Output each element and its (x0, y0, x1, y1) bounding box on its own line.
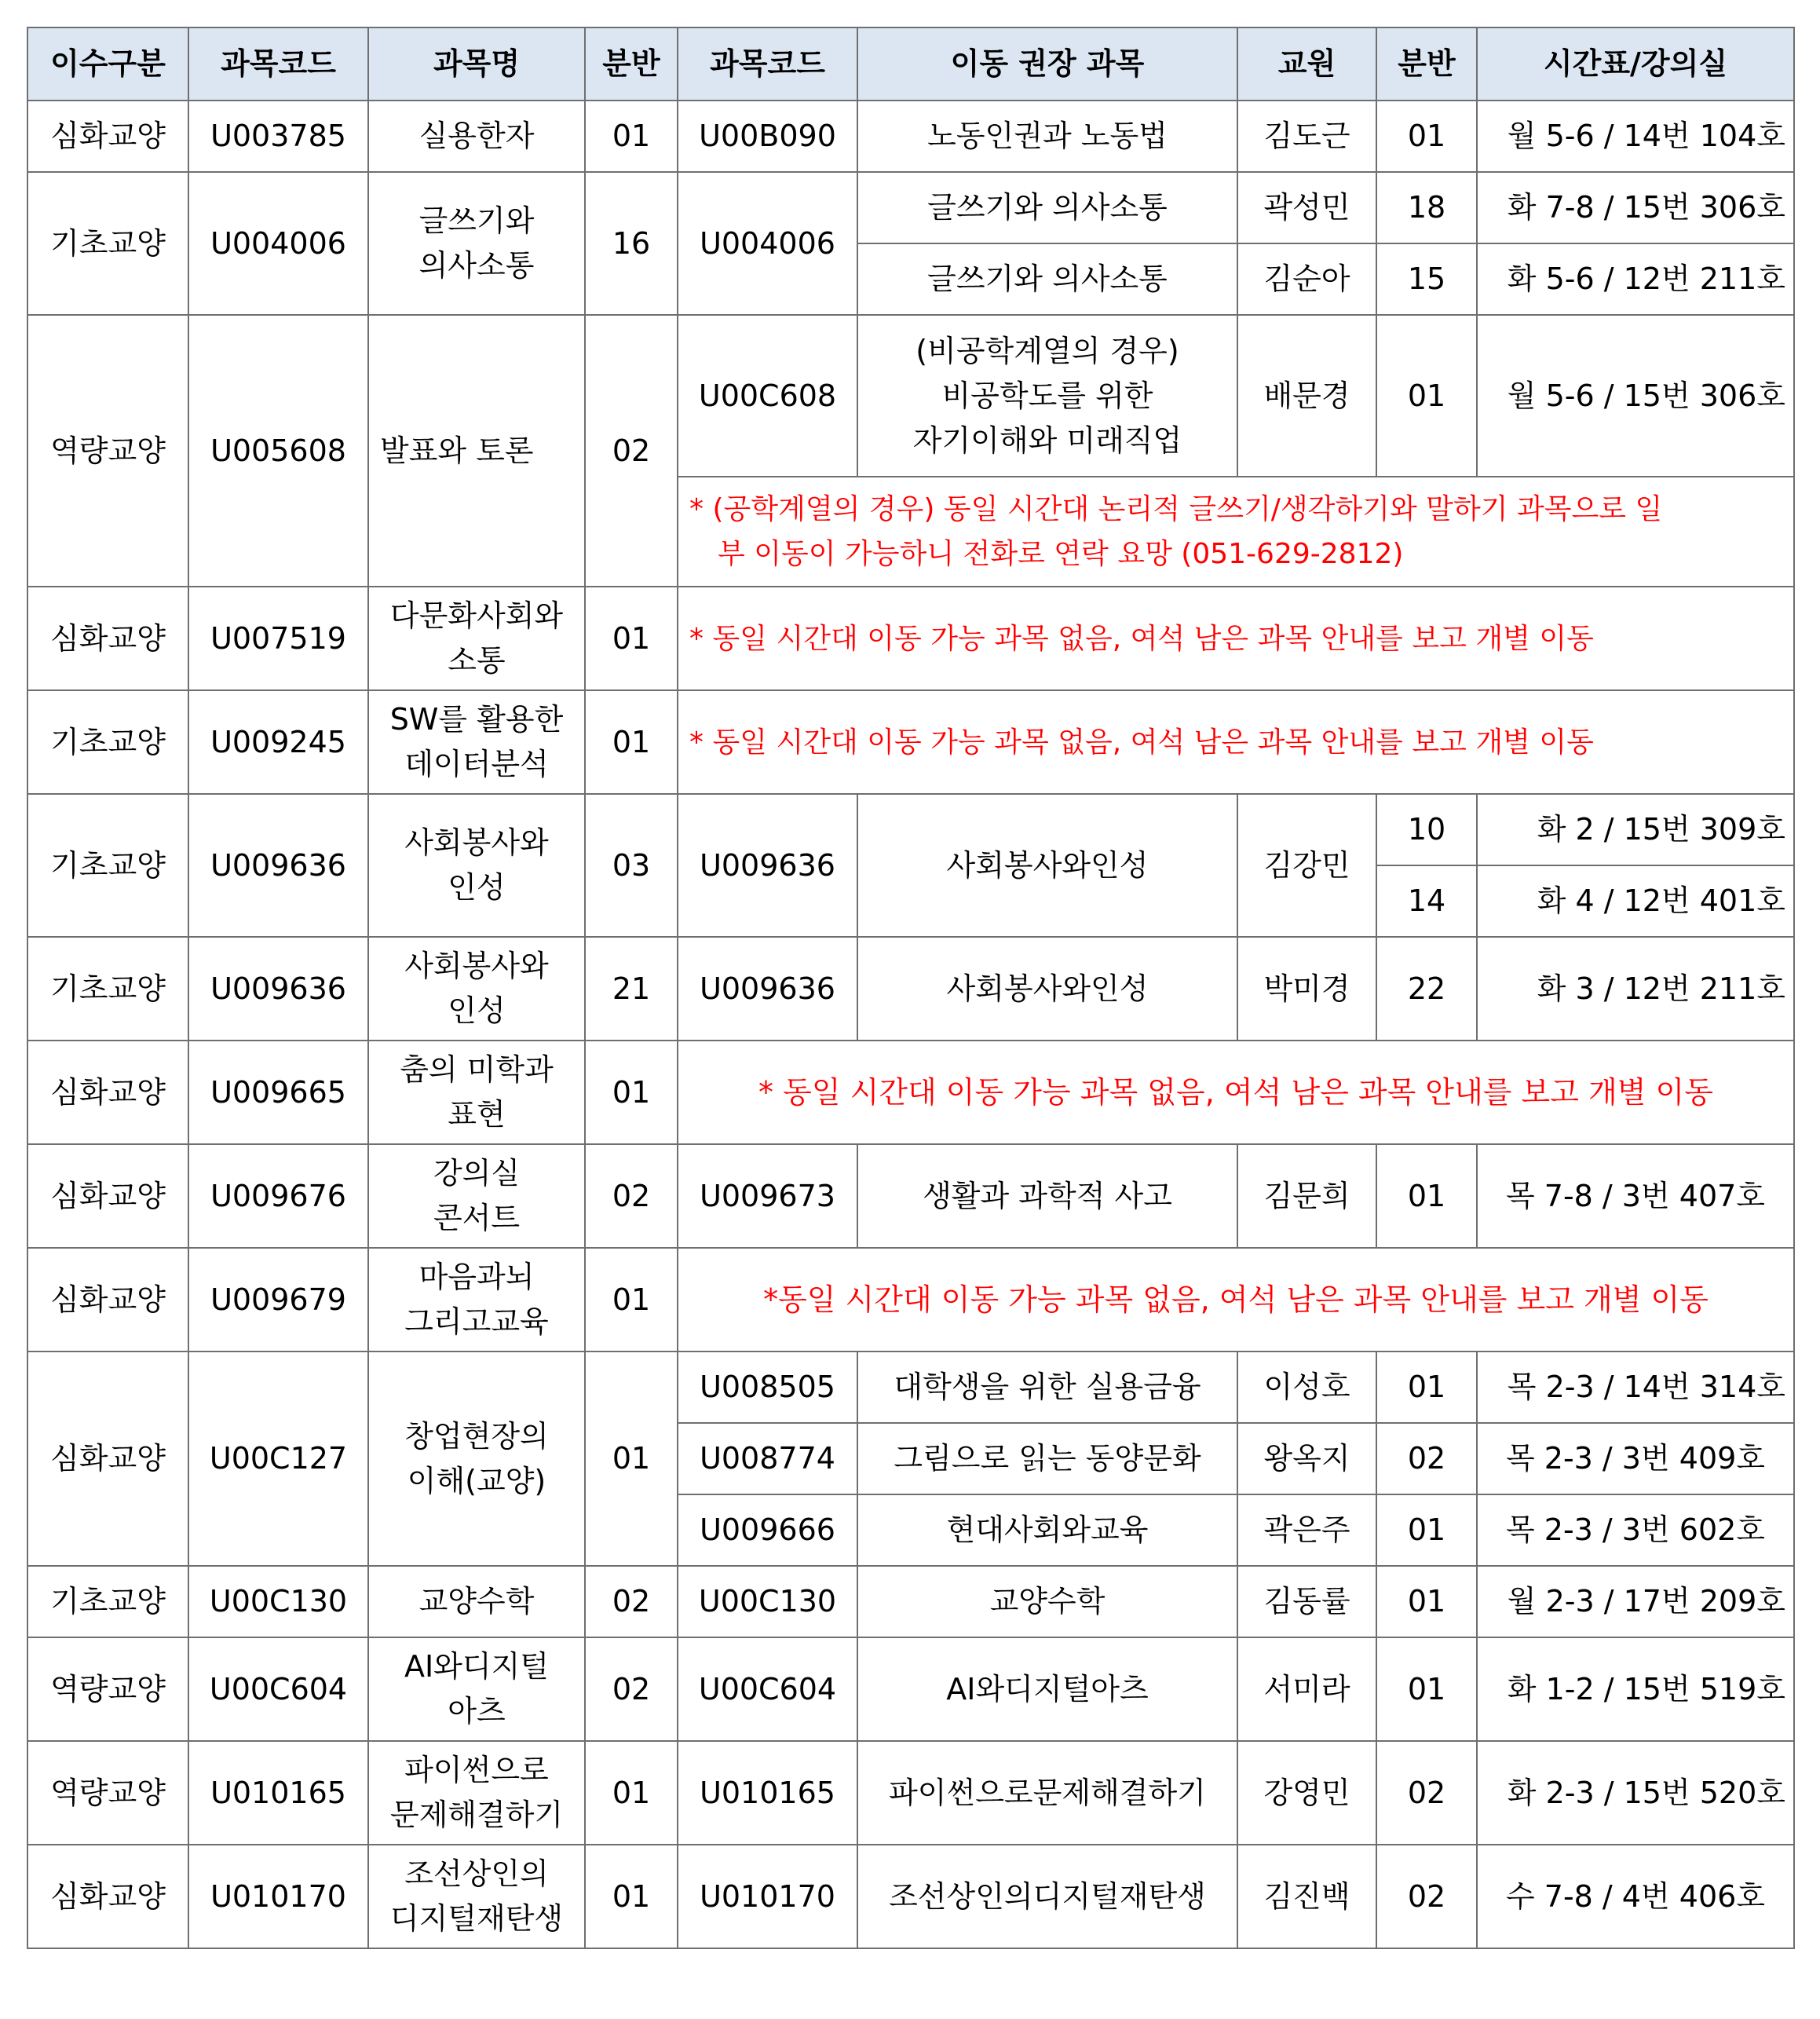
timetable-cell: 화 5-6 / 12번 211호 (1477, 243, 1794, 315)
new-code-cell: U009673 (678, 1144, 857, 1248)
section-cell: 03 (585, 794, 678, 937)
new-section-cell: 01 (1376, 315, 1477, 477)
header-new-section: 분반 (1376, 27, 1477, 101)
course-name-cell (368, 937, 585, 1041)
course-name-line: 강의실 (433, 1156, 521, 1191)
code-cell: U009245 (188, 690, 368, 794)
table-row (27, 1566, 1794, 1637)
category-cell: 역량교양 (27, 315, 188, 587)
course-name-line: 사회봉사와 (404, 825, 549, 860)
header-code: 과목코드 (188, 27, 368, 101)
section-cell: 02 (585, 315, 678, 587)
new-section-cell: 18 (1376, 172, 1477, 243)
new-code-cell: U010170 (678, 1845, 857, 1948)
new-code-cell: U00B090 (678, 101, 857, 172)
new-section-cell: 02 (1376, 1845, 1477, 1948)
course-name-line: 의사소통 (418, 248, 535, 283)
new-code-cell: U004006 (678, 172, 857, 315)
header-row (27, 27, 1794, 101)
timetable-cell: 목 2-3 / 14번 314호 (1477, 1351, 1794, 1423)
professor-cell: 강영민 (1237, 1741, 1376, 1845)
table-row (27, 587, 1794, 690)
new-section-cell: 10 (1376, 794, 1477, 865)
new-section-cell: 01 (1376, 1494, 1477, 1566)
table-row (27, 1351, 1794, 1423)
section-cell: 01 (585, 1248, 678, 1351)
category-cell: 심화교양 (27, 1144, 188, 1248)
course-name-line: 다문화사회와 (389, 598, 564, 633)
professor-cell: 배문경 (1237, 315, 1376, 477)
course-name-cell (368, 587, 585, 690)
timetable-cell: 화 2-3 / 15번 520호 (1477, 1741, 1794, 1845)
course-name-line: 인성 (448, 870, 506, 905)
professor-cell: 서미라 (1237, 1637, 1376, 1741)
course-name-line: 디지털재탄생 (389, 1901, 564, 1936)
code-cell: U00C604 (188, 1637, 368, 1741)
timetable-cell: 월 2-3 / 17번 209호 (1477, 1566, 1794, 1637)
course-name-cell (368, 794, 585, 937)
section-cell: 16 (585, 172, 678, 315)
no-transfer-note: * 동일 시간대 이동 가능 과목 없음, 여석 남은 과목 안내를 보고 개별 이동 (678, 1041, 1794, 1144)
timetable-cell: 월 5-6 / 15번 306호 (1477, 315, 1794, 477)
recommended-course-cell: 사회봉사와인성 (857, 937, 1237, 1041)
course-name-line: 조선상인의 (404, 1856, 549, 1891)
table-row (27, 1041, 1794, 1144)
course-name-cell (368, 1741, 585, 1845)
no-transfer-note: * 동일 시간대 이동 가능 과목 없음, 여석 남은 과목 안내를 보고 개별 이동 (678, 587, 1794, 690)
category-cell: 기초교양 (27, 1566, 188, 1637)
course-name-line: AI와디지털 (404, 1649, 550, 1684)
section-cell: 02 (585, 1566, 678, 1637)
header-course-name: 과목명 (368, 27, 585, 101)
category-cell: 심화교양 (27, 1248, 188, 1351)
category-cell: 기초교양 (27, 172, 188, 315)
course-name-line: 문제해결하기 (389, 1798, 564, 1832)
recommended-course-cell: 파이썬으로문제해결하기 (857, 1741, 1237, 1845)
code-cell: U004006 (188, 172, 368, 315)
code-cell: U009636 (188, 937, 368, 1041)
new-code-cell: U008774 (678, 1423, 857, 1494)
timetable-cell: 화 3 / 12번 211호 (1477, 937, 1794, 1041)
new-code-cell: U009636 (678, 794, 857, 937)
new-section-cell: 14 (1376, 865, 1477, 937)
new-code-cell: U008505 (678, 1351, 857, 1423)
new-code-cell: U00C604 (678, 1637, 857, 1741)
new-section-cell: 02 (1376, 1423, 1477, 1494)
table-row (27, 690, 1794, 794)
timetable-cell: 월 5-6 / 14번 104호 (1477, 101, 1794, 172)
header-category: 이수구분 (27, 27, 188, 101)
course-transfer-table-wrapper (27, 27, 1793, 1949)
recommended-course-cell (857, 315, 1237, 477)
category-cell: 심화교양 (27, 101, 188, 172)
section-cell: 01 (585, 1741, 678, 1845)
new-section-cell: 01 (1376, 1144, 1477, 1248)
header-professor: 교원 (1237, 27, 1376, 101)
new-code-cell: U009636 (678, 937, 857, 1041)
new-section-cell: 02 (1376, 1741, 1477, 1845)
new-code-cell: U010165 (678, 1741, 857, 1845)
recommended-course-cell: 대학생을 위한 실용금융 (857, 1351, 1237, 1423)
category-cell: 역량교양 (27, 1637, 188, 1741)
new-section-cell: 01 (1376, 1351, 1477, 1423)
category-cell: 역량교양 (27, 1741, 188, 1845)
section-cell: 21 (585, 937, 678, 1041)
timetable-cell: 목 2-3 / 3번 602호 (1477, 1494, 1794, 1566)
timetable-cell: 화 7-8 / 15번 306호 (1477, 172, 1794, 243)
course-name-cell (368, 1144, 585, 1248)
recommended-course-cell: 노동인권과 노동법 (857, 101, 1237, 172)
category-cell: 기초교양 (27, 794, 188, 937)
code-cell: U005608 (188, 315, 368, 587)
code-cell: U007519 (188, 587, 368, 690)
professor-cell: 김진백 (1237, 1845, 1376, 1948)
recommended-course-cell: 생활과 과학적 사고 (857, 1144, 1237, 1248)
recommended-line: 비공학도를 위한 (941, 378, 1153, 413)
recommended-course-cell: 교양수학 (857, 1566, 1237, 1637)
recommended-course-cell: 조선상인의디지털재탄생 (857, 1845, 1237, 1948)
course-name-line: 글쓰기와 (418, 203, 535, 238)
timetable-cell: 목 2-3 / 3번 409호 (1477, 1423, 1794, 1494)
professor-cell: 박미경 (1237, 937, 1376, 1041)
code-cell: U00C130 (188, 1566, 368, 1637)
course-name-cell (368, 1041, 585, 1144)
note-line: 부 이동이 가능하니 전화로 연락 요망 (051-629-2812) (718, 538, 1404, 570)
professor-cell: 김도근 (1237, 101, 1376, 172)
recommended-course-cell: 그림으로 읽는 동양문화 (857, 1423, 1237, 1494)
category-cell: 심화교양 (27, 1845, 188, 1948)
section-cell: 01 (585, 101, 678, 172)
professor-cell: 김문희 (1237, 1144, 1376, 1248)
course-name-line: 표현 (448, 1097, 506, 1132)
header-timetable: 시간표/강의실 (1477, 27, 1794, 101)
recommended-course-cell: 사회봉사와인성 (857, 794, 1237, 937)
timetable-cell: 수 7-8 / 4번 406호 (1477, 1845, 1794, 1948)
professor-cell: 김동률 (1237, 1566, 1376, 1637)
course-name-line: 콘서트 (433, 1201, 521, 1235)
new-section-cell: 01 (1376, 1566, 1477, 1637)
category-cell: 심화교양 (27, 587, 188, 690)
table-row (27, 101, 1794, 172)
table-row (27, 794, 1794, 865)
course-name-line: 파이썬으로 (404, 1753, 549, 1787)
course-name-cell (368, 690, 585, 794)
section-cell: 01 (585, 1845, 678, 1948)
course-name-line: 창업현장의 (404, 1418, 549, 1454)
recommended-course-cell: 글쓰기와 의사소통 (857, 243, 1237, 315)
category-cell: 심화교양 (27, 1351, 188, 1566)
section-cell: 02 (585, 1144, 678, 1248)
course-name-cell (368, 1637, 585, 1741)
code-cell: U010170 (188, 1845, 368, 1948)
new-code-cell: U00C608 (678, 315, 857, 477)
table-row (27, 1248, 1794, 1351)
category-cell: 기초교양 (27, 937, 188, 1041)
course-name-cell (368, 1845, 585, 1948)
section-cell: 01 (585, 1041, 678, 1144)
course-name-line: 아츠 (448, 1694, 506, 1728)
code-cell: U009676 (188, 1144, 368, 1248)
new-section-cell: 01 (1376, 1637, 1477, 1741)
recommended-course-cell: 현대사회와교육 (857, 1494, 1237, 1566)
category-cell: 기초교양 (27, 690, 188, 794)
code-cell: U010165 (188, 1741, 368, 1845)
code-cell: U003785 (188, 101, 368, 172)
timetable-cell: 화 2 / 15번 309호 (1477, 794, 1794, 865)
new-code-cell: U009666 (678, 1494, 857, 1566)
timetable-cell: 목 7-8 / 3번 407호 (1477, 1144, 1794, 1248)
table-row (27, 1637, 1794, 1741)
course-name-line: 인성 (448, 993, 506, 1028)
no-transfer-note: * 동일 시간대 이동 가능 과목 없음, 여석 남은 과목 안내를 보고 개별 이동 (678, 690, 1794, 794)
engineering-note-cell (678, 477, 1794, 587)
new-section-cell: 01 (1376, 101, 1477, 172)
header-new-code: 과목코드 (678, 27, 857, 101)
table-row (27, 937, 1794, 1041)
new-section-cell: 22 (1376, 937, 1477, 1041)
recommended-line: 자기이해와 미래직업 (912, 422, 1182, 458)
section-cell: 01 (585, 1351, 678, 1566)
professor-cell: 김순아 (1237, 243, 1376, 315)
table-row (27, 315, 1794, 477)
course-name-cell: 발표와 토론 (368, 315, 585, 587)
new-section-cell: 15 (1376, 243, 1477, 315)
course-name-line: SW를 활용한 (389, 702, 564, 737)
professor-cell: 이성호 (1237, 1351, 1376, 1423)
course-name-cell (368, 172, 585, 315)
course-name-line: 춤의 미학과 (400, 1052, 554, 1087)
course-name-cell (368, 1248, 585, 1351)
recommended-line: (비공학계열의 경우) (915, 333, 1179, 368)
course-name-cell: 실용한자 (368, 101, 585, 172)
course-name-line: 마음과뇌 (418, 1260, 535, 1294)
professor-cell: 곽은주 (1237, 1494, 1376, 1566)
professor-cell: 곽성민 (1237, 172, 1376, 243)
course-transfer-table (27, 27, 1795, 1949)
course-name-line: 소통 (448, 643, 506, 678)
course-name-cell: 교양수학 (368, 1566, 585, 1637)
note-line: * (공학계열의 경우) 동일 시간대 논리적 글쓰기/생각하기와 말하기 과목으로 일 (689, 493, 1663, 525)
table-row (27, 1845, 1794, 1948)
table-row (27, 1741, 1794, 1845)
recommended-course-cell: 글쓰기와 의사소통 (857, 172, 1237, 243)
code-cell: U00C127 (188, 1351, 368, 1566)
header-recommended-course: 이동 권장 과목 (857, 27, 1237, 101)
new-code-cell: U00C130 (678, 1566, 857, 1637)
section-cell: 01 (585, 587, 678, 690)
timetable-cell: 화 1-2 / 15번 519호 (1477, 1637, 1794, 1741)
code-cell: U009679 (188, 1248, 368, 1351)
category-cell: 심화교양 (27, 1041, 188, 1144)
code-cell: U009636 (188, 794, 368, 937)
table-row (27, 1144, 1794, 1248)
no-transfer-note: *동일 시간대 이동 가능 과목 없음, 여석 남은 과목 안내를 보고 개별 이동 (678, 1248, 1794, 1351)
timetable-cell: 화 4 / 12번 401호 (1477, 865, 1794, 937)
course-name-line: 데이터분석 (404, 747, 549, 781)
table-row (27, 172, 1794, 243)
recommended-course-cell: AI와디지털아츠 (857, 1637, 1237, 1741)
section-cell: 02 (585, 1637, 678, 1741)
course-name-cell (368, 1351, 585, 1566)
section-cell: 01 (585, 690, 678, 794)
professor-cell: 김강민 (1237, 794, 1376, 937)
course-name-line: 그리고교육 (404, 1304, 549, 1339)
course-name-line: 사회봉사와 (404, 949, 549, 983)
code-cell: U009665 (188, 1041, 368, 1144)
professor-cell: 왕옥지 (1237, 1423, 1376, 1494)
course-name-line: 이해(교양) (407, 1463, 546, 1498)
header-section: 분반 (585, 27, 678, 101)
